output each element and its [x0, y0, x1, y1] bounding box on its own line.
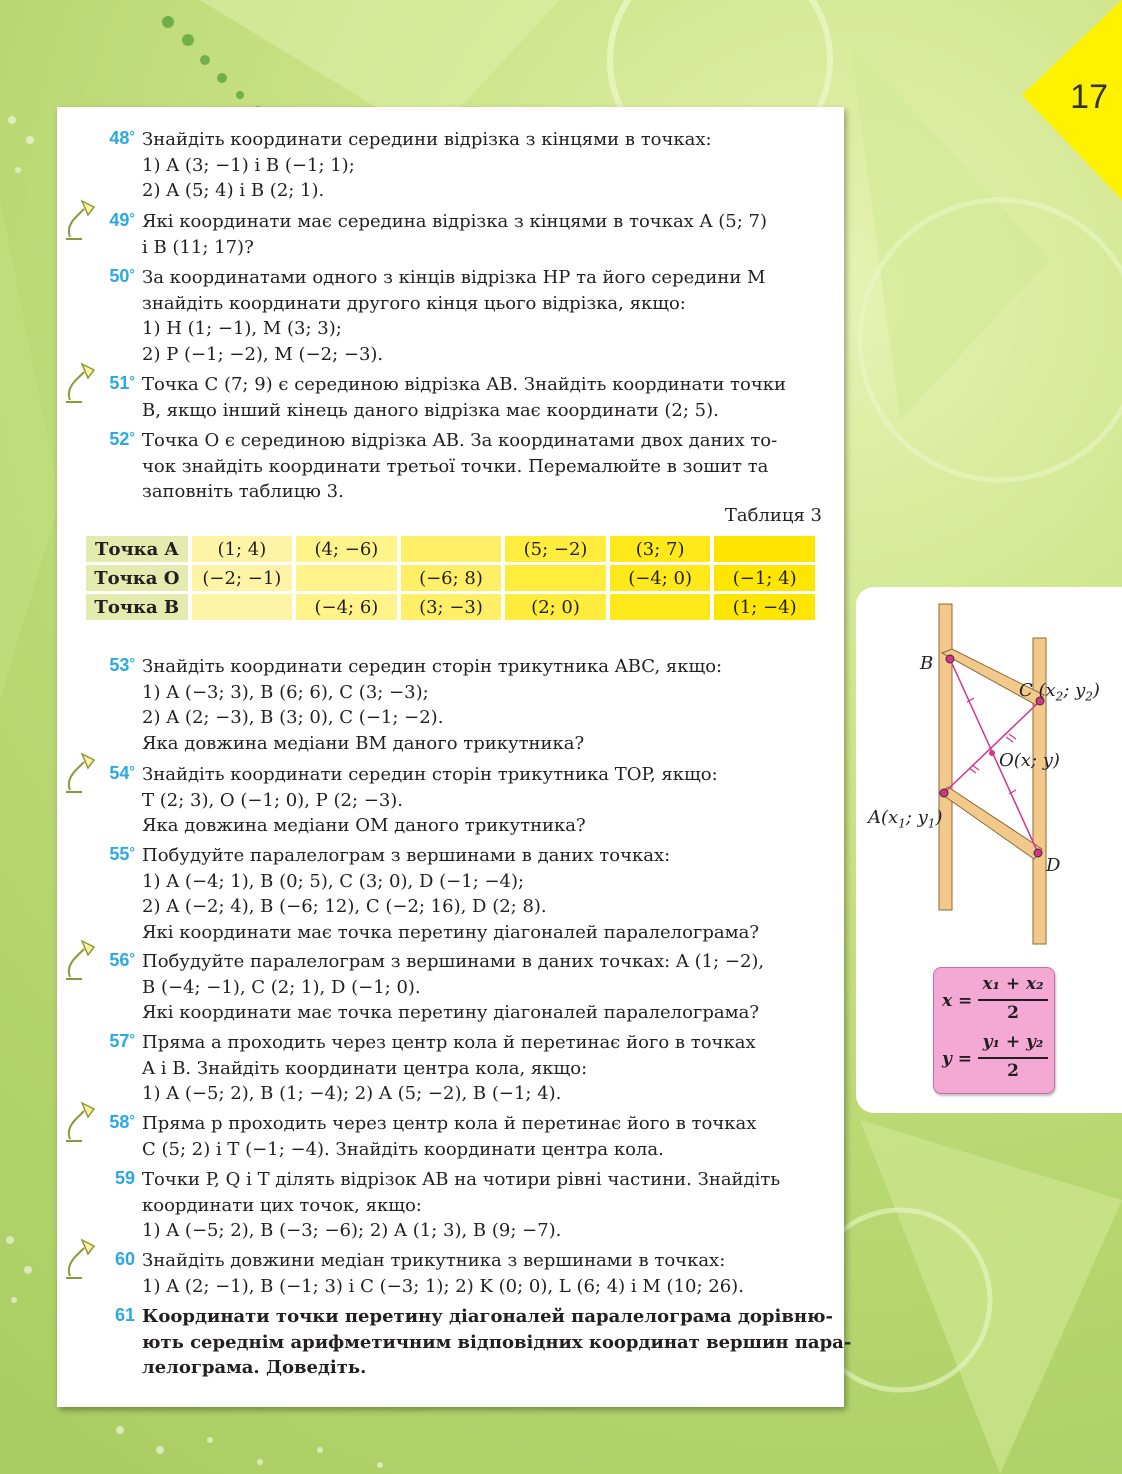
table-cell: (−1; 4) [714, 565, 815, 591]
exercise-number: 52° [109, 429, 135, 449]
text-line: 2) A (−2; 4), B (−6; 12), C (−2; 16), D (2; 8). [142, 896, 547, 917]
table-3 [82, 533, 819, 623]
exercise-text [142, 1304, 852, 1381]
table-cell: (3; 7) [610, 536, 711, 562]
point-D [1034, 849, 1042, 857]
table-cell [610, 594, 711, 620]
exercise-number: 48° [109, 128, 135, 148]
exercise-text [142, 428, 822, 505]
text-line: 1) A (2; −1), B (−1; 3) і C (−3; 1); 2) K (0; 0), L (6; 4) і M (10; 26). [142, 1275, 744, 1297]
parallelogram-sticks-figure [856, 587, 1122, 967]
text-line: координати цих точок, якщо: [142, 1194, 422, 1216]
text-line: заповніть таблицю 3. [142, 481, 344, 502]
formula-x: x = x₁ + x₂ 2 [942, 974, 1052, 1030]
text-line: Які координати має точка перетину діагоналей паралелограма? [142, 1002, 760, 1023]
exercise-number: 53° [109, 655, 135, 675]
text-line: C (5; 2) і T (−1; −4). Знайдіть координати центра кола. [142, 1138, 664, 1160]
table-row [86, 536, 815, 562]
text-line: T (2; 3), O (−1; 0), P (2; −3). [142, 789, 404, 811]
table-cell [401, 536, 502, 562]
point-B [946, 655, 954, 663]
text-line: Які координати має точка перетину діагоналей паралелограма? [142, 921, 760, 943]
text-line: Координати точки перетину діагоналей паралелограма дорівню- [142, 1306, 833, 1327]
table-cell: (5; −2) [505, 536, 606, 562]
table-cell: (−4; 0) [610, 565, 711, 591]
table-cell: (1; −4) [714, 594, 815, 620]
table-cell [714, 536, 815, 562]
text-line: B, якщо інший кінець даного відрізка має координати (2; 5). [142, 399, 719, 421]
table-cell: (−2; −1) [192, 565, 293, 591]
text-line: 1) A (−5; 2), B (−3; −6); 2) A (1; 3), B (9; −7). [142, 1220, 562, 1241]
midpoint-formula-box [933, 967, 1055, 1094]
exercise-number: 50° [109, 266, 135, 286]
table-row [86, 565, 815, 591]
table-cell: (−4; 6) [296, 594, 397, 620]
text-line: Пряма p проходить через центр кола й перетинає його в точках [142, 1113, 757, 1134]
text-line: чок знайдіть координати третьої точки. Перемалюйте в зошит та [142, 455, 769, 477]
text-line: ють середнім арифметичним відповідних координат вершин пара- [142, 1331, 852, 1353]
text-line: 1) A (−5; 2), B (1; −4); 2) A (5; −2), B (−1; 4). [142, 1083, 562, 1104]
diagonal-AC [944, 701, 1040, 793]
text-line: 2) A (2; −3), B (3; 0), C (−1; −2). [142, 707, 444, 728]
text-line: лелограма. Доведіть. [142, 1357, 367, 1378]
table-cell: (3; −3) [401, 594, 502, 620]
page-number: 17 [1070, 78, 1108, 116]
exercise-text [142, 1167, 822, 1244]
table-cell: (1; 4) [192, 536, 293, 562]
exercise-number: 51° [109, 373, 135, 393]
exercise-text [142, 127, 822, 204]
text-line: 1) A (3; −1) і B (−1; 1); [142, 154, 355, 176]
exercise-text [142, 843, 822, 945]
text-line: Знайдіть координати середин сторін трикутника TOP, якщо: [142, 764, 718, 785]
formula-y: y = y₁ + y₂ 2 [942, 1032, 1052, 1088]
text-line: Пряма a проходить через центр кола й перетинає його в точках [142, 1032, 756, 1053]
text-line: Побудуйте паралелограм з вершинами в даних точках: [142, 845, 671, 866]
table-row [86, 594, 815, 620]
label-B: B [920, 653, 934, 674]
point-O [989, 750, 995, 756]
row-header: Точка B [86, 594, 188, 620]
label-C: C ($x_2$; $y_2$) [1019, 680, 1100, 704]
text-line: 2) A (5; 4) і B (2; 1). [142, 180, 325, 201]
exercise-text [142, 1030, 822, 1107]
text-line: A і B. Знайдіть координати центра кола, якщо: [142, 1057, 588, 1079]
exercise-number: 58° [109, 1112, 135, 1132]
exercise-number: 60 [114, 1249, 135, 1269]
text-line: Знайдіть координати середини відрізка з кінцями в точках: [142, 129, 712, 150]
exercises-panel [57, 107, 852, 1407]
text-line: знайдіть координати другого кінця цього відрізка, якщо: [142, 292, 686, 314]
exercise-number: 56° [109, 950, 135, 970]
exercise-text [142, 654, 822, 756]
text-line: 1) H (1; −1), M (3; 3); [142, 318, 342, 339]
exercise-number: 54° [109, 763, 135, 783]
exercise-text [142, 372, 822, 423]
table-cell: (4; −6) [296, 536, 397, 562]
text-line: і B (11; 17)? [142, 236, 254, 258]
bottom-crossbar [940, 787, 1042, 859]
text-line: Які координати має середина відрізка з кінцями в точках A (5; 7) [142, 211, 767, 232]
table-cell [192, 594, 293, 620]
exercise-number: 57° [109, 1031, 135, 1051]
exercise-number: 59 [114, 1168, 135, 1188]
text-line: 1) A (−4; 1), B (0; 5), C (3; 0), D (−1; −4); [142, 870, 525, 892]
text-line: Знайдіть довжини медіан трикутника з вершинами в точках: [142, 1250, 726, 1271]
text-line: 1) A (−3; 3), B (6; 6), C (3; −3); [142, 681, 429, 703]
exercise-text [142, 949, 822, 1026]
text-line: За координатами одного з кінців відрізка HP та його середини M [142, 267, 766, 288]
table-caption: Таблиця 3 [724, 505, 822, 526]
label-A: $A(x_1$; $y_1$) [868, 807, 943, 831]
label-O: O(x; y) [999, 750, 1060, 771]
exercise-text [142, 1248, 822, 1299]
text-line: Знайдіть координати середин сторін трикутника ABC, якщо: [142, 656, 723, 677]
row-header: Точка O [86, 565, 188, 591]
text-line: Точка O є серединою відрізка AB. За координатами двох даних то- [142, 430, 778, 451]
figure-panel [856, 587, 1122, 1113]
exercise-text [142, 265, 822, 367]
text-line: Побудуйте паралелограм з вершинами в даних точках: A (1; −2), [142, 951, 765, 972]
text-line: Точка C (7; 9) є серединою відрізка AB. Знайдіть координати точки [142, 374, 786, 395]
label-D: D [1046, 855, 1061, 876]
exercise-number: 49° [109, 210, 135, 230]
table-cell: (2; 0) [505, 594, 606, 620]
exercise-text [142, 1111, 822, 1162]
text-line: B (−4; −1), C (2; 1), D (−1; 0). [142, 976, 421, 998]
table-cell [505, 565, 606, 591]
text-line: Точки P, Q і T ділять відрізок AB на чотири рівні частини. Знайдіть [142, 1169, 781, 1190]
exercise-text [142, 762, 822, 839]
text-line: 2) P (−1; −2), M (−2; −3). [142, 343, 384, 365]
exercise-number: 61 [114, 1305, 135, 1325]
table-cell [296, 565, 397, 591]
point-A [940, 789, 948, 797]
row-header: Точка A [86, 536, 188, 562]
exercise-text [142, 209, 822, 260]
text-line: Яка довжина медіани OM даного трикутника? [142, 815, 586, 836]
text-line: Яка довжина медіани BM даного трикутника? [142, 732, 585, 754]
table-cell: (−6; 8) [401, 565, 502, 591]
exercise-number: 55° [109, 844, 135, 864]
